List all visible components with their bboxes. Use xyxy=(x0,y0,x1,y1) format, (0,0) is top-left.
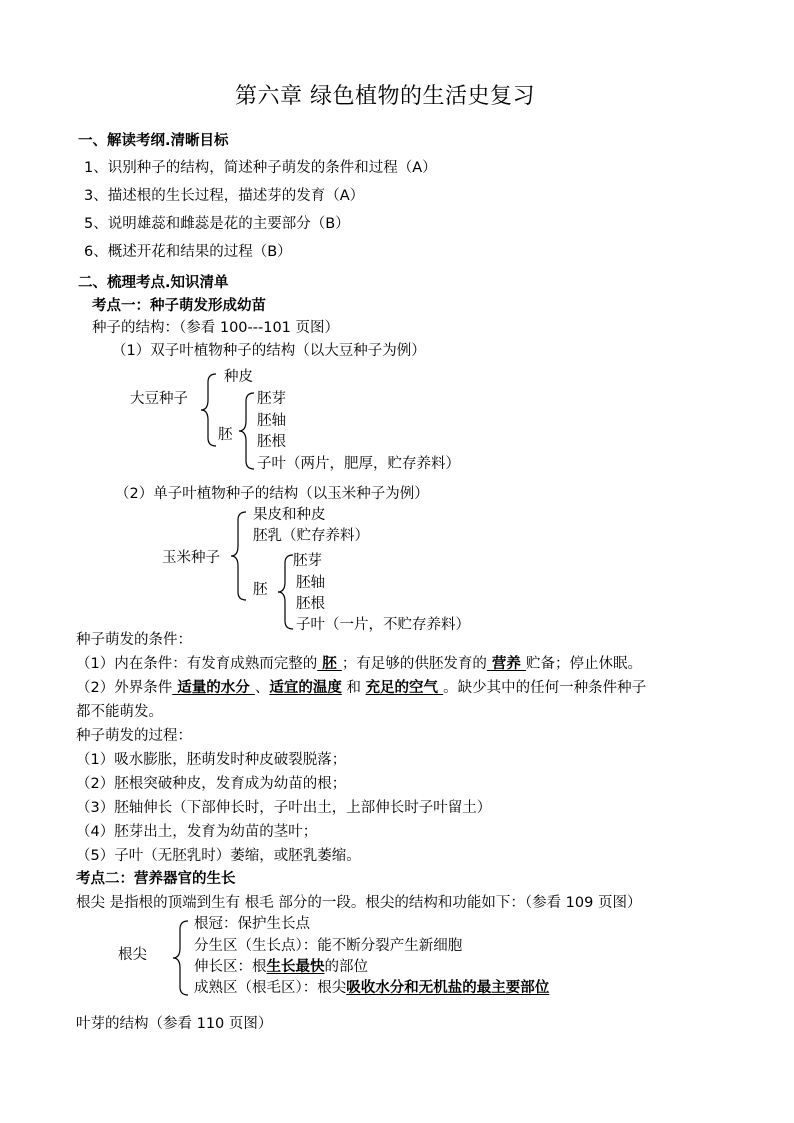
dicot-part: 胚根 xyxy=(257,434,286,450)
dicot-embryo: 胚 xyxy=(218,427,233,443)
page-title: 第六章 绿色植物的生活史复习 xyxy=(235,84,535,109)
monocot-caption: （2）单子叶植物种子的结构（以玉米种子为例） xyxy=(115,486,429,502)
internal-text: ；有足够的供胚发育的 xyxy=(341,656,487,672)
answer-blank: 适宜的温度 xyxy=(269,680,342,696)
seed-structure-ref: 种子的结构：（参看 100---101 页图） xyxy=(92,320,340,336)
external-text: 、 xyxy=(254,680,270,696)
section2-heading: 二、梳理考点.知识清单 xyxy=(78,275,229,291)
process-step: （1）吸水膨胀，胚萌发时种皮破裂脱落； xyxy=(76,752,347,768)
process-heading: 种子萌发的过程： xyxy=(76,728,192,744)
monocot-embryo: 胚 xyxy=(253,582,268,598)
monocot-part: 胚轴 xyxy=(296,575,325,591)
answer-blank: 适量的水分 xyxy=(172,680,255,696)
internal-text: （1）内在条件：有发育成熟而完整的 xyxy=(76,656,318,672)
process-step: （5）子叶（无胚乳时）萎缩，或胚乳萎缩。 xyxy=(76,848,361,864)
process-step: （3）胚轴伸长（下部伸长时，子叶出土，上部伸长时子叶留土） xyxy=(76,800,492,816)
internal-text: 贮备；停止休眠。 xyxy=(525,656,642,672)
objective-item: 3、描述根的生长过程，描述芽的发育（A） xyxy=(84,188,365,204)
maturation-zone xyxy=(194,980,549,997)
answer-blank: 充足的空气 xyxy=(365,680,444,696)
dicot-root-label: 大豆种子 xyxy=(130,391,188,407)
section1-heading: 一、解读考纲.清晰目标 xyxy=(78,133,229,149)
objective-item: 1、识别种子的结构，简述种子萌发的条件和过程（A） xyxy=(84,160,437,176)
meristem-zone: 分生区（生长点）：能不断分裂产生新细胞 xyxy=(194,938,463,954)
elongation-zone xyxy=(194,959,368,976)
elongation-text: 的部位 xyxy=(324,959,368,975)
bud-structure-ref: 叶芽的结构（参看 110 页图） xyxy=(76,1016,273,1032)
external-text: 和 xyxy=(341,680,366,696)
point1-heading: 考点一：种子萌发形成幼苗 xyxy=(92,298,266,314)
root-tip-intro: 根尖 是指根的顶端到生有 根毛 部分的一段。根尖的结构和功能如下：（参看 109 页图） xyxy=(76,895,642,911)
monocot-part: 胚根 xyxy=(296,596,325,612)
answer-blank: 营养 xyxy=(486,656,526,672)
monocot-part: 子叶（一片，不贮存养料） xyxy=(296,617,470,633)
process-step: （4）胚芽出土，发育为幼苗的茎叶； xyxy=(76,824,318,840)
point2-heading: 考点二：营养器官的生长 xyxy=(76,871,236,887)
external-text: 。缺少其中的任何一种条件种子 xyxy=(443,680,647,696)
dicot-caption: （1）双子叶植物种子的结构（以大豆种子为例） xyxy=(112,343,426,359)
internal-condition xyxy=(76,656,642,673)
dicot-part: 胚芽 xyxy=(257,391,286,407)
monocot-coat: 果皮和种皮 xyxy=(253,507,326,523)
emphasis-text: 生长最快 xyxy=(266,959,325,975)
conditions-heading: 种子萌发的条件： xyxy=(76,632,192,648)
emphasis-text: 吸收水分和无机盐的最主要部位 xyxy=(346,980,550,996)
elongation-text: 伸长区：根 xyxy=(194,959,267,975)
dicot-part: 胚轴 xyxy=(257,413,286,429)
process-step: （2）胚根突破种皮，发育成为幼苗的根； xyxy=(76,776,347,792)
root-cap: 根冠：保护生长点 xyxy=(194,916,310,932)
answer-blank: 胚 xyxy=(317,656,342,672)
external-condition-cont: 都不能萌发。 xyxy=(76,704,163,720)
dicot-part: 子叶（两片，肥厚，贮存养料） xyxy=(257,456,460,472)
monocot-endosperm: 胚乳（贮存养料） xyxy=(253,528,369,544)
dicot-coat: 种皮 xyxy=(224,369,253,385)
objective-item: 6、概述开花和结果的过程（B） xyxy=(84,244,292,260)
monocot-outer-brace xyxy=(230,510,250,602)
dicot-inner-brace xyxy=(238,391,258,471)
monocot-part: 胚芽 xyxy=(293,553,322,569)
root-tip-brace xyxy=(172,919,192,997)
external-text: （2）外界条件 xyxy=(76,680,173,696)
external-condition xyxy=(76,680,646,697)
monocot-root-label: 玉米种子 xyxy=(162,550,220,566)
root-tip-label: 根尖 xyxy=(118,947,147,963)
maturation-text: 成熟区（根毛区）：根尖 xyxy=(194,980,347,996)
objective-item: 5、说明雄蕊和雌蕊是花的主要部分（B） xyxy=(84,216,350,232)
dicot-outer-brace xyxy=(200,372,220,448)
